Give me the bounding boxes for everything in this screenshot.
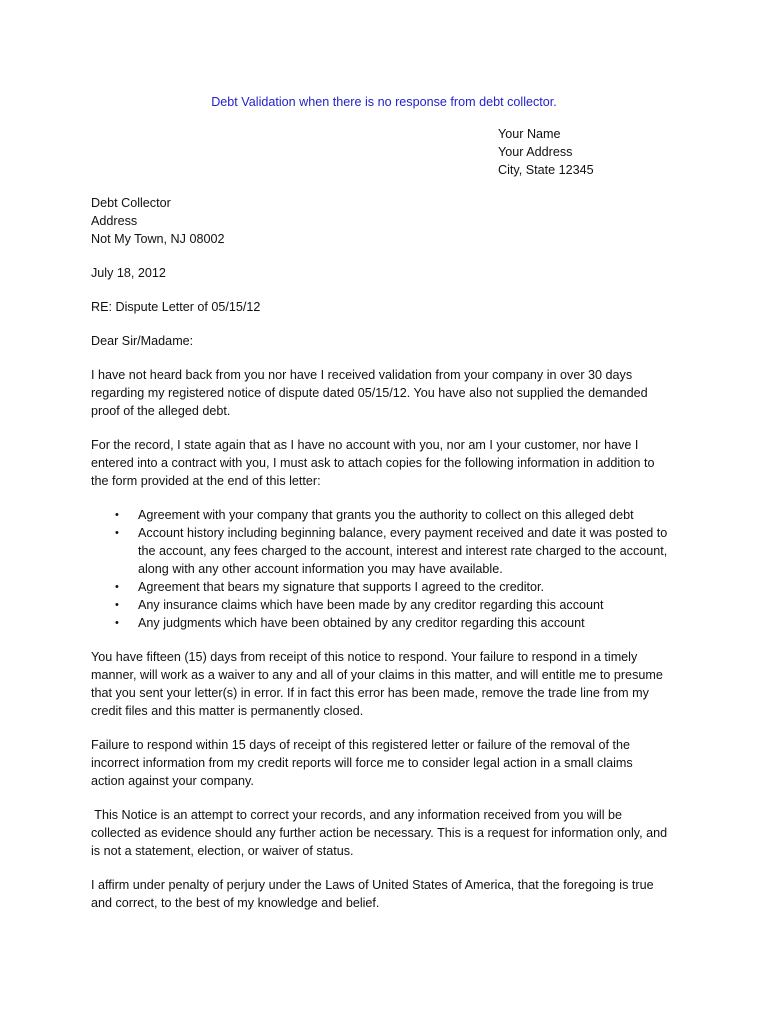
list-item: • Account history including beginning balance, every payment received and date it was posted to the account, any fees charged to the account, interest and interest rate charged to the account, along with any other account information you may have available. <box>115 526 668 576</box>
bullet-icon: • <box>115 581 119 593</box>
requested-documents-list <box>91 506 681 632</box>
letter-body <box>91 194 681 912</box>
paragraph-fifteen-days: You have fifteen (15) days from receipt of this notice to respond. Your failure to respond in a timely manner, will work as a waiver to any and all of your claims in this matter, and will entitle me to presume that you sent your letter(s) in error. If in fact this error has been made, remove the trade line from my credit files and this matter is permanently closed. <box>91 650 663 718</box>
bullet-icon: • <box>115 599 119 611</box>
recipient-name: Debt Collector <box>91 196 171 210</box>
sender-city: City, State 12345 <box>498 163 594 177</box>
paragraph-no-response: I have not heard back from you nor have I received validation from your company in over 30 days regarding my registered notice of dispute dated 05/15/12. You have also not supplied the demanded proof of the alleged debt. <box>91 368 648 418</box>
bullet-icon: • <box>115 509 119 521</box>
sender-block <box>498 125 594 179</box>
list-item: • Agreement that bears my signature that supports I agreed to the creditor. <box>115 580 545 594</box>
document-title: Debt Validation when there is no response from debt collector. <box>211 95 557 109</box>
bullet-icon: • <box>115 527 119 539</box>
paragraph-affirmation: I affirm under penalty of perjury under the Laws of United States of America, that the foregoing is true and correct, to the best of my knowledge and belief. <box>91 878 654 910</box>
re-line: RE: Dispute Letter of 05/15/12 <box>91 300 261 314</box>
list-item: • Agreement with your company that grants you the authority to collect on this alleged debt <box>115 508 634 522</box>
sender-name: Your Name <box>498 127 561 141</box>
recipient-city: Not My Town, NJ 08002 <box>91 232 225 246</box>
list-item: • Any judgments which have been obtained by any creditor regarding this account <box>115 616 585 630</box>
paragraph-failure-to-respond: Failure to respond within 15 days of receipt of this registered letter or failure of the removal of the incorrect information from my credit reports will force me to consider legal action in a small claims action against your company. <box>91 738 633 788</box>
bullet-icon: • <box>115 617 119 629</box>
paragraph-notice: This Notice is an attempt to correct your records, and any information received from you will be collected as evidence should any further action be necessary. This is a request for information only, and is not a statement, election, or waiver of status. <box>91 808 668 858</box>
list-item: • Any insurance claims which have been made by any creditor regarding this account <box>115 598 604 612</box>
letter-date: July 18, 2012 <box>91 266 166 280</box>
sender-address: Your Address <box>498 145 573 159</box>
recipient-block <box>91 194 681 248</box>
recipient-address: Address <box>91 214 138 228</box>
paragraph-for-the-record: For the record, I state again that as I have no account with you, nor am I your customer, nor have I entered into a contract with you, I must ask to attach copies for the following information in addition to the form provided at the end of this letter: <box>91 438 655 488</box>
salutation: Dear Sir/Madame: <box>91 334 194 348</box>
